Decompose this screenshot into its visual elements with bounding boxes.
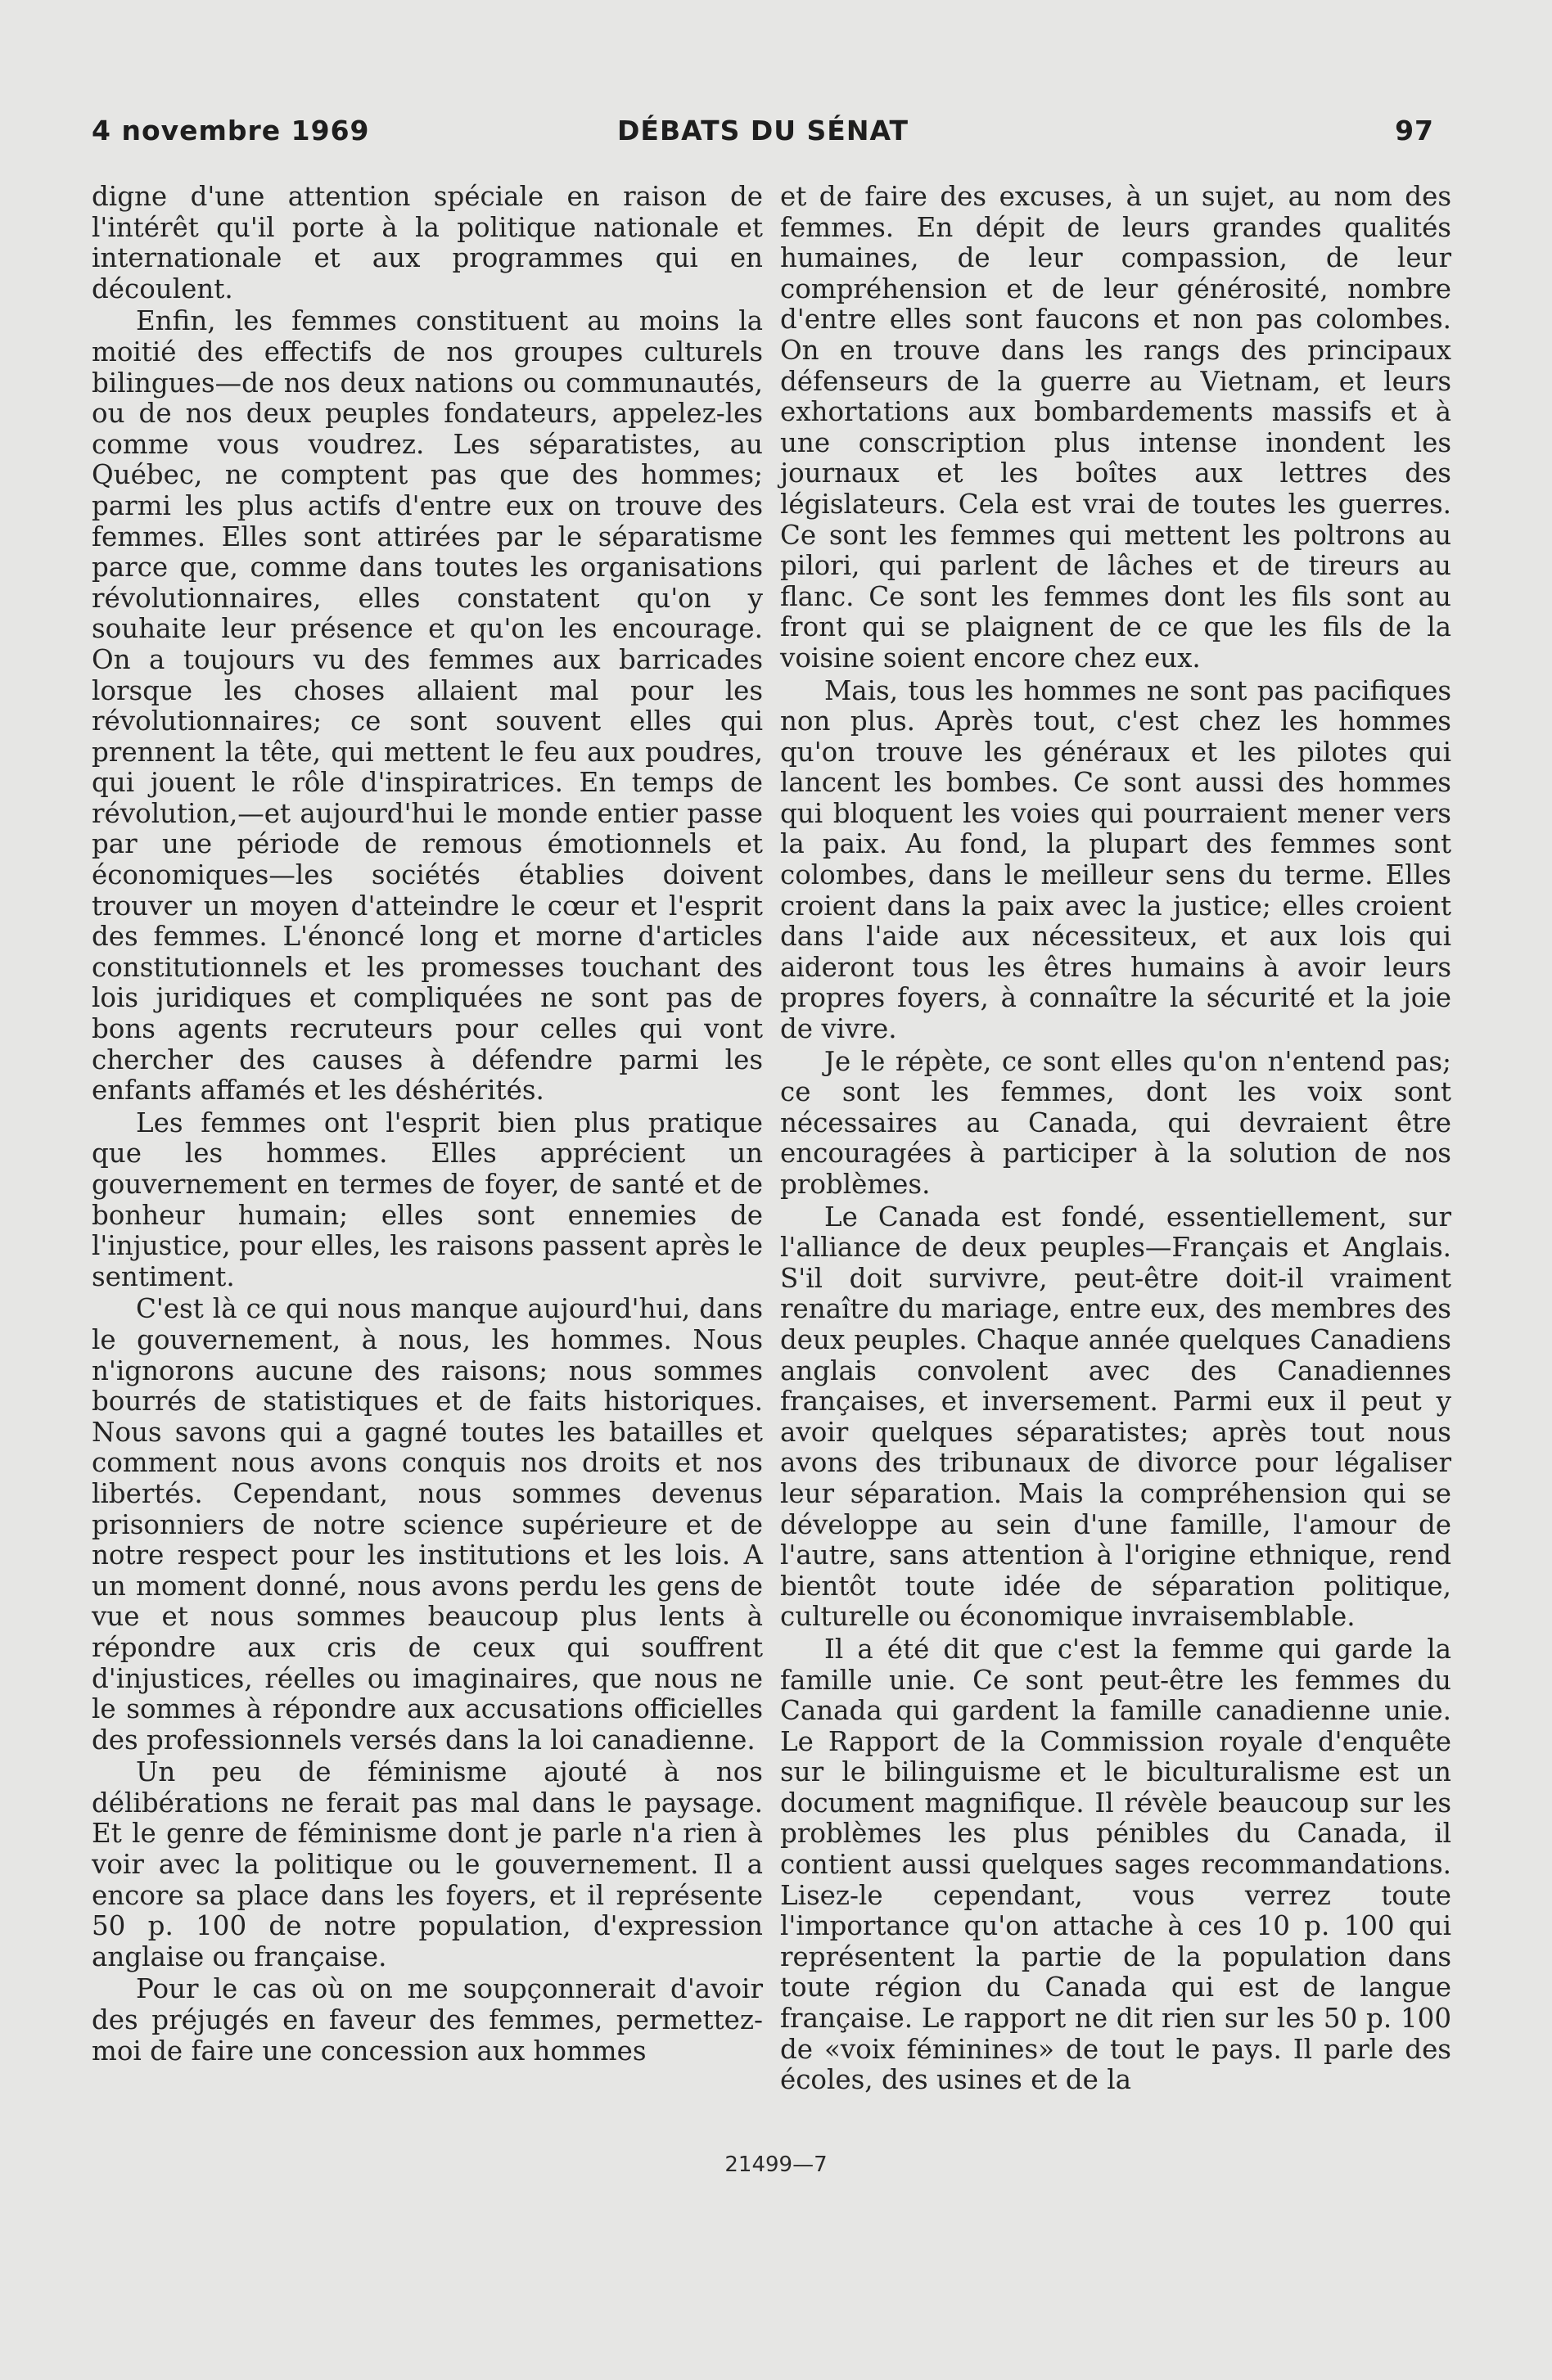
paragraph: Pour le cas où on me soupçonnerait d'avoir des préjugés en faveur des femmes, permettez-moi de faire une concession aux hommes [92, 1973, 763, 2067]
paragraph: C'est là ce qui nous manque aujourd'hui, dans le gouvernement, à nous, les hommes. Nous n'ignorons aucune des raisons; nous sommes bourrés de statistiques et de faits historiques. Nous savons qui a gagné toutes les batailles et comment nous avons conquis nos droits et nos libertés. Cependant, nous sommes devenus prisonniers de notre science supérieure et de notre respect pour les institutions et les lois. A un moment donné, nous avons perdu les gens de vue et nous sommes beaucoup plus lents à répondre aux cris de ceux qui souffrent d'injustices, réelles ou imaginaires, que nous ne le sommes à répondre aux accusations officielles des professionnels versés dans la loi canadienne. [92, 1293, 763, 1756]
right-column [780, 182, 1451, 2098]
paragraph: Le Canada est fondé, essentiellement, sur l'alliance de deux peuples—Français et Anglais. S'il doit survivre, peut-être doit-il vraiment renaître du mariage, entre eux, des membres des deux peuples. Chaque année quelques Canadiens anglais convolent avec des Canadiennes françaises, et inversement. Parmi eux il peut y avoir quelques séparatistes; après tout nous avons des tribunaux de divorce pour légaliser leur séparation. Mais la compréhension qui se développe au sein d'une famille, l'amour de l'autre, sans attention à l'origine ethnique, rend bientôt toute idée de séparation politique, culturelle ou économique invraisemblable. [780, 1201, 1451, 1633]
paragraph: Je le répète, ce sont elles qu'on n'entend pas; ce sont les femmes, dont les voix sont nécessaires au Canada, qui devraient être encouragées à participer à la solution de nos problèmes. [780, 1045, 1451, 1200]
paragraph: Les femmes ont l'esprit bien plus pratique que les hommes. Elles apprécient un gouvernement en termes de foyer, de santé et de bonheur humain; elles sont ennemies de l'injustice, pour elles, les raisons passent après le sentiment. [92, 1107, 763, 1292]
page-signature: 21499—7 [724, 2152, 828, 2177]
paragraph: Un peu de féminisme ajouté à nos délibérations ne ferait pas mal dans le paysage. Et le genre de féminisme dont je parle n'a rien à voir avec la politique ou le gouvernement. Il a encore sa place dans les foyers, et il représente 50 p. 100 de notre population, d'expression anglaise ou française. [92, 1756, 763, 1972]
paragraph: Enfin, les femmes constituent au moins la moitié des effectifs de nos groupes culturels bilingues—de nos deux nations ou communautés, ou de nos deux peuples fondateurs, appelez-les comme vous voudrez. Les séparatistes, au Québec, ne comptent pas que des hommes; parmi les plus actifs d'entre eux on trouve des femmes. Elles sont attirées par le séparatisme parce que, comme dans toutes les organisations révolutionnaires, elles constatent qu'on y souhaite leur présence et qu'on les encourage. On a toujours vu des femmes aux barricades lorsque les choses allaient mal pour les révolutionnaires; ce sont souvent elles qui prennent la tête, qui mettent le feu aux poudres, qui jouent le rôle d'inspiratrices. En temps de révolution,—et aujourd'hui le monde entier passe par une période de remous émotionnels et économiques—les sociétés établies doivent trouver un moyen d'atteindre le cœur et l'esprit des femmes. L'énoncé long et morne d'articles constitutionnels et les promesses touchant des lois juridiques et compliquées ne sont pas de bons agents recruteurs pour celles qui vont chercher des causes à défendre parmi les enfants affamés et les déshérités. [92, 305, 763, 1107]
page-header [92, 115, 1434, 156]
paragraph: Il a été dit que c'est la femme qui garde la famille unie. Ce sont peut-être les femmes du Canada qui gardent la famille canadienne unie. Le Rapport de la Commission royale d'enquête sur le bilinguisme et le biculturalisme est un document magnifique. Il révèle beaucoup sur les problèmes les plus pénibles du Canada, il contient aussi quelques sages recommandations. Lisez-le cependant, vous verrez toute l'importance qu'on attache à ces 10 p. 100 qui représentent la partie de la population dans toute région du Canada qui est de langue française. Le rapport ne dit rien sur les 50 p. 100 de «voix féminines» de tout le pays. Il parle des écoles, des usines et de la [780, 1633, 1451, 2096]
header-title: DÉBATS DU SÉNAT [617, 115, 909, 146]
paragraph: et de faire des excuses, à un sujet, au nom des femmes. En dépit de leurs grandes qualités humaines, de leur compassion, de leur compréhension et de leur générosité, nombre d'entre elles sont faucons et non pas colombes. On en trouve dans les rangs des principaux défenseurs de la guerre au Vietnam, et leurs exhortations aux bombardements massifs et à une conscription plus intense inondent les journaux et les boîtes aux lettres des législateurs. Cela est vrai de toutes les guerres. Ce sont les femmes qui mettent les poltrons au pilori, qui parlent de lâches et de tireurs au flanc. Ce sont les femmes dont les fils sont au front qui se plaignent de ce que les fils de la voisine soient encore chez eux. [780, 181, 1451, 674]
paragraph: Mais, tous les hommes ne sont pas pacifiques non plus. Après tout, c'est chez les hommes qu'on trouve les généraux et les pilotes qui lancent les bombes. Ce sont aussi des hommes qui bloquent les voies qui pourraient mener vers la paix. Au fond, la plupart des femmes sont colombes, dans le meilleur sens du terme. Elles croient dans la paix avec la justice; elles croient dans l'aide aux nécessiteux, et aux lois qui aideront tous les êtres humains à avoir leurs propres foyers, à connaître la sécurité et la joie de vivre. [780, 674, 1451, 1045]
header-date: 4 novembre 1969 [92, 115, 370, 146]
left-column [92, 182, 763, 2068]
header-page-number: 97 [1395, 115, 1434, 146]
paragraph: digne d'une attention spéciale en raison de l'intérêt qu'il porte à la politique nationale et internationale et aux programmes qui en découlent. [92, 181, 763, 304]
